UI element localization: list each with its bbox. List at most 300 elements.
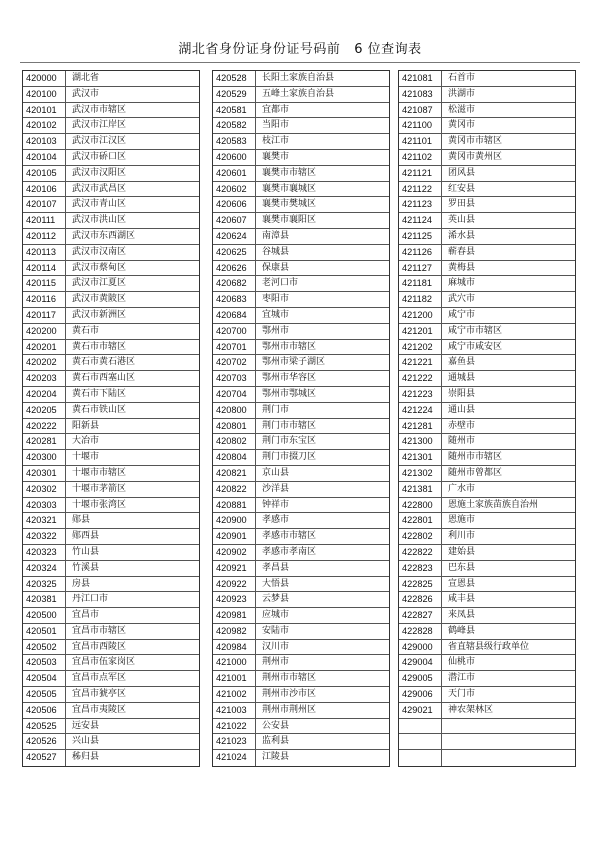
region-name: 黄石市铁山区 (72, 404, 127, 415)
table-row (213, 213, 389, 229)
region-name: 宜昌市猇亭区 (72, 689, 127, 700)
table-row (23, 640, 199, 656)
table-row (213, 292, 389, 308)
table-row (399, 671, 575, 687)
table-row (399, 561, 575, 577)
region-code: 420922 (213, 577, 256, 592)
region-code: 420503 (23, 655, 66, 670)
table-row (23, 324, 199, 340)
table-row (23, 150, 199, 166)
region-code: 420801 (213, 419, 256, 434)
table-row (399, 592, 575, 608)
region-name: 武汉市 (72, 88, 100, 99)
region-name: 武汉市江夏区 (72, 278, 127, 289)
table-row (213, 355, 389, 371)
region-code: 421101 (399, 134, 442, 149)
region-name: 荆州市荆州区 (262, 704, 317, 715)
table-row (23, 229, 199, 245)
region-code: 422827 (399, 608, 442, 623)
region-code: 420100 (23, 87, 66, 102)
table-row (23, 592, 199, 608)
region-code: 420526 (23, 734, 66, 749)
region-name: 孝感市 (262, 515, 290, 526)
region-code: 420528 (213, 71, 256, 86)
table-row (213, 245, 389, 261)
region-code: 420702 (213, 355, 256, 370)
region-code: 420624 (213, 229, 256, 244)
region-code: 420502 (23, 640, 66, 655)
region-name: 安陆市 (262, 625, 290, 636)
region-name: 黄石市黄石港区 (72, 357, 136, 368)
table-row (399, 229, 575, 245)
table-row (23, 103, 199, 119)
region-name: 钟祥市 (262, 499, 290, 510)
region-name: 宜昌市西陵区 (72, 641, 127, 652)
table-row (213, 308, 389, 324)
table-row (213, 703, 389, 719)
region-name: 江陵县 (262, 752, 290, 763)
table-row (213, 719, 389, 735)
region-name: 孝感市孝南区 (262, 546, 317, 557)
region-code: 420301 (23, 466, 66, 481)
region-name: 恩施市 (448, 515, 476, 526)
table-row (213, 529, 389, 545)
region-code: 420204 (23, 387, 66, 402)
region-code: 420701 (213, 340, 256, 355)
region-code: 420821 (213, 466, 256, 481)
region-name: 鄂州市鄂城区 (262, 388, 317, 399)
region-name: 应城市 (262, 610, 290, 621)
table-row (213, 197, 389, 213)
region-name: 宜城市 (262, 309, 290, 320)
region-code: 429004 (399, 655, 442, 670)
region-name: 随州市 (448, 436, 476, 447)
region-code: 421123 (399, 197, 442, 212)
region-code: 420302 (23, 482, 66, 497)
region-code: 420105 (23, 166, 66, 181)
region-code: 421300 (399, 434, 442, 449)
region-code: 420682 (213, 276, 256, 291)
table-row (23, 371, 199, 387)
region-name: 京山县 (262, 467, 290, 478)
table-row (23, 624, 199, 640)
table-row (213, 87, 389, 103)
table-row (399, 197, 575, 213)
table-row (399, 134, 575, 150)
region-code: 420101 (23, 103, 66, 118)
region-code: 421002 (213, 687, 256, 702)
region-code: 421126 (399, 245, 442, 260)
table-row (399, 640, 575, 656)
region-name: 鄂州市市辖区 (262, 341, 317, 352)
table-row (213, 134, 389, 150)
region-name: 武汉市新洲区 (72, 309, 127, 320)
region-name: 十堰市 (72, 452, 100, 463)
table-row (23, 608, 199, 624)
region-name: 宜昌市 (72, 610, 100, 621)
table-row (23, 703, 199, 719)
table-row (23, 134, 199, 150)
table-row (23, 166, 199, 182)
region-name: 十堰市市辖区 (72, 467, 127, 478)
region-code: 420501 (23, 624, 66, 639)
region-name: 武汉市洪山区 (72, 215, 127, 226)
table-row (23, 340, 199, 356)
region-name (442, 734, 448, 749)
table-row (399, 118, 575, 134)
region-name: 武汉市江岸区 (72, 120, 127, 131)
table-row (23, 750, 199, 766)
table-row (399, 450, 575, 466)
table-row (399, 213, 575, 229)
region-code: 420881 (213, 498, 256, 513)
region-name: 仙桃市 (448, 657, 476, 668)
table-row (399, 355, 575, 371)
region-code: 421000 (213, 655, 256, 670)
table-row (213, 261, 389, 277)
region-code: 420103 (23, 134, 66, 149)
region-name: 襄樊市 (262, 151, 290, 162)
table-row (399, 703, 575, 719)
table-row (399, 150, 575, 166)
region-name: 汉川市 (262, 641, 290, 652)
region-name: 云梦县 (262, 594, 290, 605)
table-row (213, 640, 389, 656)
table-row (399, 655, 575, 671)
region-name: 秭归县 (72, 752, 100, 763)
page-title: 湖北省身份证身份证号码前 6 位查询表 (178, 42, 422, 57)
region-code: 422825 (399, 577, 442, 592)
region-name: 英山县 (448, 215, 476, 226)
region-code: 420822 (213, 482, 256, 497)
table-row (399, 608, 575, 624)
region-name: 武汉市蔡甸区 (72, 262, 127, 273)
table-row (23, 197, 199, 213)
table-row (23, 182, 199, 198)
region-code: 420303 (23, 498, 66, 513)
region-name: 随州市市辖区 (448, 452, 503, 463)
region-code: 420112 (23, 229, 66, 244)
table-row (399, 545, 575, 561)
table-row (399, 387, 575, 403)
table-row (399, 371, 575, 387)
region-name: 神农架林区 (448, 704, 494, 715)
region-code: 420704 (213, 387, 256, 402)
table-row (213, 466, 389, 482)
region-name: 大冶市 (72, 436, 100, 447)
table-row (399, 419, 575, 435)
table-row (399, 434, 575, 450)
region-name: 孝感市市辖区 (262, 531, 317, 542)
table-row (399, 498, 575, 514)
region-name: 宜昌市点军区 (72, 673, 127, 684)
region-code: 421121 (399, 166, 442, 181)
region-code: 420901 (213, 529, 256, 544)
table-row (213, 498, 389, 514)
region-code: 420703 (213, 371, 256, 386)
region-name: 来凤县 (448, 610, 476, 621)
table-row (213, 513, 389, 529)
region-code: 420982 (213, 624, 256, 639)
region-name: 石首市 (448, 73, 476, 83)
region-code: 420201 (23, 340, 66, 355)
table-row (23, 450, 199, 466)
region-code (399, 734, 442, 749)
region-code: 421181 (399, 276, 442, 291)
region-name: 襄樊市襄阳区 (262, 215, 317, 226)
region-code: 420527 (23, 750, 66, 766)
region-code: 420981 (213, 608, 256, 623)
region-code: 420984 (213, 640, 256, 655)
region-code: 421023 (213, 734, 256, 749)
table-row (213, 340, 389, 356)
region-name: 郧西县 (72, 531, 100, 542)
region-code: 421122 (399, 182, 442, 197)
table-row (23, 118, 199, 134)
region-code: 421182 (399, 292, 442, 307)
region-code: 420923 (213, 592, 256, 607)
table-row (213, 624, 389, 640)
region-code: 420117 (23, 308, 66, 323)
table-row (399, 482, 575, 498)
region-name: 丹江口市 (72, 594, 109, 605)
region-name: 黄冈市 (448, 120, 476, 131)
region-name: 武汉市东西湖区 (72, 230, 136, 241)
table-row (399, 324, 575, 340)
region-code: 420684 (213, 308, 256, 323)
region-name: 枣阳市 (262, 294, 290, 305)
region-name: 黄石市市辖区 (72, 341, 127, 352)
region-code: 420505 (23, 687, 66, 702)
table-row (399, 719, 575, 735)
table-row (213, 371, 389, 387)
region-name: 武汉市市辖区 (72, 104, 127, 115)
table-row (213, 561, 389, 577)
region-name: 竹山县 (72, 546, 100, 557)
region-code: 420700 (213, 324, 256, 339)
region-code: 420102 (23, 118, 66, 133)
region-code: 421081 (399, 71, 442, 86)
region-name: 荆州市市辖区 (262, 673, 317, 684)
region-name: 谷城县 (262, 246, 290, 257)
region-name: 保康县 (262, 262, 290, 273)
region-name: 罗田县 (448, 199, 476, 210)
region-name: 宜都市 (262, 104, 290, 115)
region-name: 通山县 (448, 404, 476, 415)
region-code: 420324 (23, 561, 66, 576)
table-row (399, 166, 575, 182)
region-code: 429006 (399, 687, 442, 702)
region-name: 荆州市 (262, 657, 290, 668)
table-row (23, 529, 199, 545)
region-name: 嘉鱼县 (448, 357, 476, 368)
table-row (213, 750, 389, 766)
table-row (213, 403, 389, 419)
table-row (213, 655, 389, 671)
region-code: 420802 (213, 434, 256, 449)
region-code: 421127 (399, 261, 442, 276)
region-code: 420116 (23, 292, 66, 307)
region-code: 420281 (23, 434, 66, 449)
table-row (23, 734, 199, 750)
region-name: 浠水县 (448, 230, 476, 241)
region-name: 湖北省 (72, 73, 100, 83)
region-name: 郧县 (72, 515, 91, 526)
table-row (213, 229, 389, 245)
table-row (399, 687, 575, 703)
region-code: 420582 (213, 118, 256, 133)
region-name: 黄石市 (72, 325, 100, 336)
table-row (23, 276, 199, 292)
table-row (399, 529, 575, 545)
region-name: 咸宁市市辖区 (448, 325, 503, 336)
table-row (23, 292, 199, 308)
region-name: 沙洋县 (262, 483, 290, 494)
region-code: 429005 (399, 671, 442, 686)
region-name: 荆州市沙市区 (262, 689, 317, 700)
region-name: 襄樊市樊城区 (262, 199, 317, 210)
table-row (213, 103, 389, 119)
region-name: 广水市 (448, 483, 476, 494)
table-row (213, 150, 389, 166)
region-name: 十堰市茅箭区 (72, 483, 127, 494)
region-code: 420321 (23, 513, 66, 528)
region-code: 421125 (399, 229, 442, 244)
table-row (213, 450, 389, 466)
table-row (213, 482, 389, 498)
table-row (213, 577, 389, 593)
code-table-column-2 (212, 70, 390, 767)
region-name: 鄂州市华容区 (262, 373, 317, 384)
region-code: 420300 (23, 450, 66, 465)
table-row (399, 276, 575, 292)
region-name: 建始县 (448, 546, 476, 557)
region-code: 420625 (213, 245, 256, 260)
region-code: 420602 (213, 182, 256, 197)
region-name: 武汉市汉南区 (72, 246, 127, 257)
region-name: 崇阳县 (448, 388, 476, 399)
region-code: 420500 (23, 608, 66, 623)
region-code: 420113 (23, 245, 66, 260)
table-row (23, 419, 199, 435)
region-name: 宣恩县 (448, 578, 476, 589)
table-row (399, 340, 575, 356)
region-code: 420504 (23, 671, 66, 686)
region-name: 巴东县 (448, 562, 476, 573)
region-name: 省直辖县级行政单位 (448, 641, 530, 652)
region-code: 420115 (23, 276, 66, 291)
region-name: 赤壁市 (448, 420, 476, 431)
region-code: 420381 (23, 592, 66, 607)
table-row (23, 355, 199, 371)
region-name: 武汉市硚口区 (72, 151, 127, 162)
table-row (399, 624, 575, 640)
region-name: 荆门市东宝区 (262, 436, 317, 447)
region-name: 通城县 (448, 373, 476, 384)
region-code: 420114 (23, 261, 66, 276)
region-code: 420106 (23, 182, 66, 197)
region-code: 420804 (213, 450, 256, 465)
region-code: 422823 (399, 561, 442, 576)
region-name: 大悟县 (262, 578, 290, 589)
region-name: 随州市曾都区 (448, 467, 503, 478)
region-name: 鄂州市梁子湖区 (262, 357, 326, 368)
table-row (23, 498, 199, 514)
region-name: 麻城市 (448, 278, 476, 289)
region-name: 孝昌县 (262, 562, 290, 573)
table-row (399, 734, 575, 750)
region-code: 421221 (399, 355, 442, 370)
region-name: 枝江市 (262, 136, 290, 147)
region-name: 咸宁市 (448, 309, 476, 320)
table-row (23, 719, 199, 735)
region-name: 兴山县 (72, 736, 100, 747)
table-row (23, 466, 199, 482)
region-name: 咸丰县 (448, 594, 476, 605)
table-row (213, 671, 389, 687)
region-name: 鹤峰县 (448, 625, 476, 636)
region-code: 421087 (399, 103, 442, 118)
region-code: 421202 (399, 340, 442, 355)
region-code: 421024 (213, 750, 256, 766)
table-row (23, 71, 199, 87)
region-name: 荆门市 (262, 404, 290, 415)
table-row (23, 513, 199, 529)
table-row (23, 671, 199, 687)
region-code: 420902 (213, 545, 256, 560)
region-code: 420626 (213, 261, 256, 276)
table-row (213, 434, 389, 450)
region-code: 421100 (399, 118, 442, 133)
title-underline (20, 62, 580, 63)
region-code: 420800 (213, 403, 256, 418)
table-row (213, 545, 389, 561)
table-row (23, 261, 199, 277)
region-code: 421124 (399, 213, 442, 228)
region-code: 420325 (23, 577, 66, 592)
region-name: 武穴市 (448, 294, 476, 305)
region-code: 420600 (213, 150, 256, 165)
region-code: 420900 (213, 513, 256, 528)
region-code: 420107 (23, 197, 66, 212)
region-code: 422826 (399, 592, 442, 607)
region-code: 429021 (399, 703, 442, 718)
table-row (23, 308, 199, 324)
region-name (442, 750, 448, 766)
region-code: 420200 (23, 324, 66, 339)
region-code: 420111 (23, 213, 66, 228)
region-code: 420322 (23, 529, 66, 544)
table-row (23, 655, 199, 671)
region-name: 武汉市汉阳区 (72, 167, 127, 178)
region-code (399, 719, 442, 734)
region-code: 420203 (23, 371, 66, 386)
table-row (23, 87, 199, 103)
table-row (399, 466, 575, 482)
region-code: 420323 (23, 545, 66, 560)
region-code: 421102 (399, 150, 442, 165)
region-code: 420104 (23, 150, 66, 165)
region-name: 潜江市 (448, 673, 476, 684)
region-code: 420583 (213, 134, 256, 149)
table-row (399, 292, 575, 308)
region-name: 襄樊市市辖区 (262, 167, 317, 178)
region-code: 421381 (399, 482, 442, 497)
table-row (399, 71, 575, 87)
region-code: 422800 (399, 498, 442, 513)
region-name: 武汉市武昌区 (72, 183, 127, 194)
region-code: 420921 (213, 561, 256, 576)
